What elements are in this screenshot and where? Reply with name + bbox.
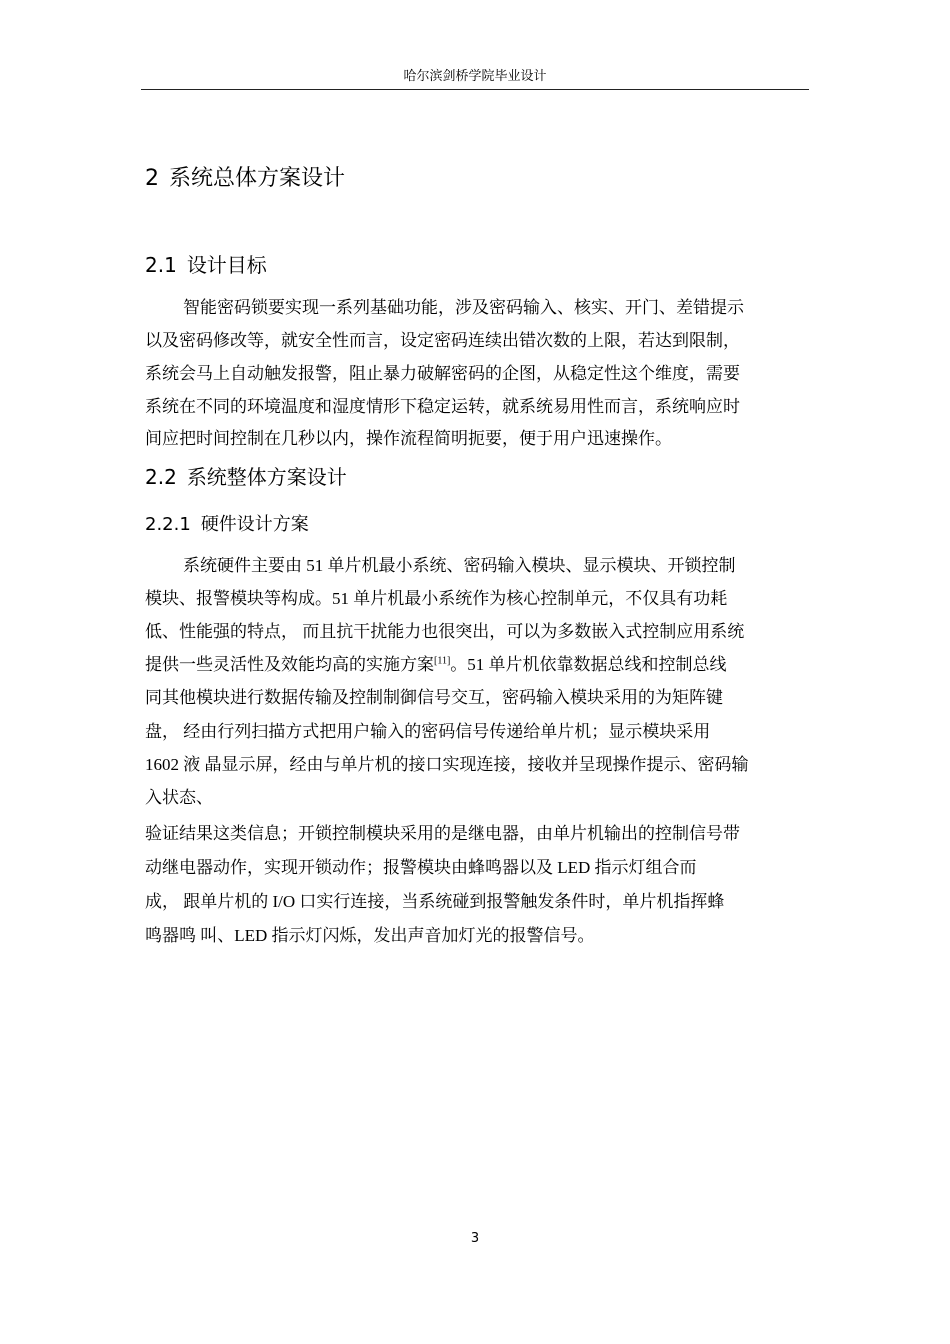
paragraph-line: 验证结果这类信息；开锁控制模块采用的是继电器，由单片机输出的控制信号带 bbox=[145, 824, 740, 843]
running-header: 哈尔滨剑桥学院毕业设计 bbox=[403, 69, 547, 84]
paragraph-line: 系统会马上自动触发报警，阻止暴力破解密码的企图，从稳定性这个维度，需要 bbox=[145, 364, 740, 383]
chapter-number: 2 bbox=[145, 166, 159, 191]
paragraph-line: 1602 液 晶显示屏，经由与单片机的接口实现连接，接收并呈现操作提示、密码输 bbox=[145, 755, 749, 774]
subsection-heading-2-2-1 bbox=[145, 512, 309, 538]
paragraph-line: 系统在不同的环境温度和湿度情形下稳定运转，就系统易用性而言，系统响应时 bbox=[145, 397, 740, 416]
section-heading-2-1 bbox=[145, 251, 267, 279]
paragraph-line: 盘， 经由行列扫描方式把用户输入的密码信号传递给单片机；显示模块采用 bbox=[145, 722, 711, 741]
section-title: 系统整体方案设计 bbox=[186, 465, 347, 489]
citation[interactable]: [11] bbox=[434, 655, 451, 667]
paragraph-line: 模块、报警模块等构成。51 单片机最小系统作为核心控制单元，不仅具有功耗 bbox=[145, 589, 728, 608]
paragraph-line: 以及密码修改等，就安全性而言，设定密码连续出错次数的上限，若达到限制， bbox=[145, 331, 740, 350]
page-number: 3 bbox=[470, 1231, 480, 1246]
paragraph-line: 鸣器鸣 叫、LED 指示灯闪烁，发出声音加灯光的报警信号。 bbox=[145, 926, 595, 945]
section-title: 设计目标 bbox=[186, 253, 267, 277]
paragraph-line: 系统硬件主要由 51 单片机最小系统、密码输入模块、显示模块、开锁控制 bbox=[183, 556, 736, 575]
subsection-title: 硬件设计方案 bbox=[200, 514, 309, 535]
subsection-number: 2.2.1 bbox=[145, 514, 191, 535]
chapter-heading bbox=[145, 164, 345, 194]
paragraph-line: 入状态、 bbox=[145, 788, 213, 807]
chapter-title: 系统总体方案设计 bbox=[169, 166, 346, 191]
paragraph-line: 间应把时间控制在几秒以内，操作流程简明扼要，便于用户迅速操作。 bbox=[145, 429, 672, 448]
line-text: 。51 单片机依靠数据总线和控制总线 bbox=[450, 655, 727, 674]
line-text: 提供一些灵活性及效能均高的实施方案 bbox=[145, 655, 434, 674]
section-number: 2.1 bbox=[145, 253, 177, 277]
paragraph-line: 动继电器动作，实现开锁动作；报警模块由蜂鸣器以及 LED 指示灯组合而 bbox=[145, 858, 697, 877]
section-number: 2.2 bbox=[145, 465, 177, 489]
paragraph-line: 同其他模块进行数据传输及控制制御信号交互，密码输入模块采用的为矩阵键 bbox=[145, 688, 723, 707]
paragraph-line: 智能密码锁要实现一系列基础功能，涉及密码输入、核实、开门、差错提示 bbox=[183, 298, 744, 317]
section-heading-2-2 bbox=[145, 463, 347, 491]
paragraph-line bbox=[145, 653, 727, 677]
paragraph-line: 低、性能强的特点， 而且抗干扰能力也很突出，可以为多数嵌入式控制应用系统 bbox=[145, 622, 745, 641]
paragraph-line: 成， 跟单片机的 I/O 口实行连接，当系统碰到报警触发条件时，单片机指挥蜂 bbox=[145, 892, 725, 911]
header-rule bbox=[141, 89, 809, 90]
